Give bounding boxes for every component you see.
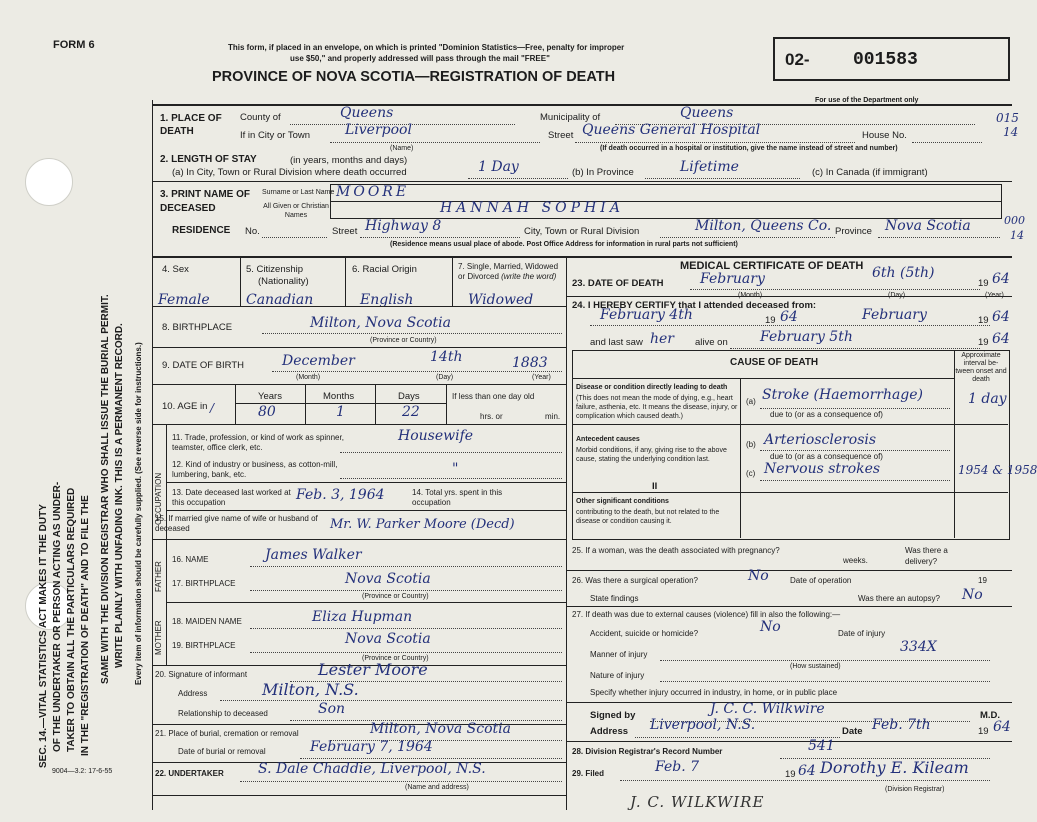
less-than-day-label: If less than one day old — [452, 392, 535, 401]
age-label: 10. AGE in — [162, 401, 208, 412]
surname-box — [330, 184, 1002, 202]
row-line-9 — [152, 384, 566, 385]
father-section-label: FATHER — [154, 561, 163, 592]
other-conditions-label: Other significant conditions — [576, 498, 669, 505]
postage-notice-line2: use $50," and properly addressed will pass through the mail "FREE" — [290, 54, 550, 63]
filed-date-value: Feb. 7 — [655, 759, 700, 775]
dod-day-sub: (Day) — [888, 292, 906, 299]
immediate-cause-label: Disease or condition directly leading to death — [576, 384, 728, 391]
side-note-line5: SAME WITH THE DIVISION REGISTRAR WHO SHALL ISSUE THE BURIAL PERMIT. — [100, 294, 111, 684]
birthplace-value: Milton, Nova Scotia — [310, 315, 451, 331]
last-saw-label: and last saw — [590, 337, 643, 348]
interval-c-value: 1954 & 1958 — [958, 463, 1037, 477]
house-number-label: House No. — [862, 130, 907, 141]
stay-province-value: Lifetime — [680, 159, 739, 175]
trade-line — [340, 452, 562, 453]
cause-b-value: Arteriosclerosis — [764, 432, 877, 448]
filed-nineteen: 19 — [785, 769, 796, 780]
occupation-section-label: OCCUPATION — [154, 472, 163, 525]
age-days-value: 22 — [402, 404, 420, 420]
length-of-stay-label: 2. LENGTH OF STAY — [160, 154, 257, 165]
deceased-name-text: 3. PRINT NAME OF DECEASED — [160, 189, 251, 214]
nature-label: Nature of injury — [590, 671, 645, 680]
delivery-text: Was there a delivery? — [905, 546, 948, 566]
cause-b-marker: (b) — [746, 440, 756, 449]
stay-canada-label: (c) In Canada (if immigrant) — [812, 167, 928, 178]
dod-day: 6th (5th) — [872, 265, 935, 281]
birthplace-sub: (Province or Country) — [370, 337, 437, 344]
dod-month-sub: (Month) — [738, 292, 763, 299]
mother-section-label: MOTHER — [154, 620, 163, 655]
row-line-14 — [166, 510, 566, 511]
industry-label — [172, 460, 362, 480]
filed-year: 64 — [798, 763, 816, 779]
other-note-text: contributing to the death, but not related to the disease or condition causing it. — [576, 509, 720, 525]
length-of-stay-note: (in years, months and days) — [290, 155, 408, 166]
residence-street-value: Highway 8 — [365, 218, 442, 234]
father-birthplace-label: 17. BIRTHPLACE — [172, 579, 236, 588]
part-two-label: II — [652, 481, 658, 492]
frame-bottom-left — [152, 795, 566, 796]
cause-a-due-to: due to (or as a consequence of) — [770, 410, 883, 419]
trade-label — [172, 433, 362, 453]
margin-code-4: 14 — [1010, 229, 1024, 242]
residence-street-label: Street — [332, 226, 358, 237]
last-worked-label — [172, 488, 292, 508]
undertaker-sub: (Name and address) — [405, 784, 469, 791]
attended-from-nineteen: 19 — [765, 315, 776, 326]
mother-birthplace-label: 19. BIRTHPLACE — [172, 641, 236, 650]
dob-month: December — [282, 353, 355, 369]
deceased-name-label — [160, 188, 255, 216]
last-saw-nineteen: 19 — [978, 337, 989, 348]
department-use-label: For use of the Department only — [815, 97, 919, 104]
row-line-25 — [566, 570, 1012, 571]
col-div-1 — [240, 256, 241, 306]
institution-note: (If death occurred in a hospital or institution, give the name instead of street and number) — [600, 145, 898, 152]
antecedent-note — [576, 446, 738, 464]
dob-year: 1883 — [512, 355, 548, 371]
surname-value: MOORE — [336, 184, 410, 200]
certify-from-line — [590, 325, 990, 326]
mother-name-line — [250, 628, 562, 629]
cause-c-marker: (c) — [746, 469, 756, 478]
interval-header-text: Approximate interval be-tween onset and death — [955, 352, 1007, 383]
undertaker-label: 22. UNDERTAKER — [155, 769, 224, 778]
attended-from-year: 64 — [780, 309, 798, 325]
side-note-line3: TAKER TO OBTAIN ALL THE PARTICULARS REQUIRED — [66, 487, 77, 752]
surname-label: Surname or Last Name — [262, 189, 335, 196]
surgery-value: No — [748, 568, 769, 584]
relationship-value: Son — [318, 701, 346, 717]
spouse-value: Mr. W. Parker Moore (Decd) — [330, 517, 515, 532]
undertaker-line — [240, 781, 562, 782]
certifier-date-year: 64 — [993, 719, 1011, 735]
certify-label: 24. I HEREBY CERTIFY that I attended deceased from: — [572, 300, 817, 311]
age-days-label: Days — [398, 391, 420, 402]
given-name-box — [330, 201, 1002, 219]
age-col-2 — [305, 384, 306, 424]
age-col-1 — [235, 384, 236, 424]
frame-divider-medical — [566, 256, 567, 810]
trade-value: Housewife — [398, 428, 474, 444]
md-label: M.D. — [980, 710, 1001, 721]
dod-year-sub: (Year) — [985, 292, 1004, 299]
father-name-value: James Walker — [265, 547, 362, 563]
margin-code-3: 000 — [1004, 214, 1025, 227]
weeks-label: weeks. — [843, 556, 868, 565]
row-line-8 — [152, 347, 566, 348]
registration-prefix: 02- — [785, 50, 810, 69]
footer-handwritten-name: J. C. WILKWIRE — [630, 793, 765, 811]
industry-text: 12. Kind of industry or business, as cotton-mill, lumbering, bank, etc. — [172, 460, 338, 479]
father-birthplace-line — [250, 590, 562, 591]
postage-notice-line1: This form, if placed in an envelope, on which is printed "Dominion Statistics—Free, penalty for improper — [228, 43, 625, 52]
immediate-note-text: (This does not mean the mode of dying, e.g., heart failure, asthenia, etc. It means the disease, injury, or complication which caused death.) — [576, 395, 738, 420]
side-note-line6: WRITE PLAINLY WITH UNFADING INK. THIS IS A PERMANENT RECORD. — [114, 323, 125, 668]
street-label: Street — [548, 130, 574, 141]
last-saw-date: February 5th — [760, 329, 853, 345]
form-title: PROVINCE OF NOVA SCOTIA—REGISTRATION OF DEATH — [212, 69, 616, 85]
citizenship-label: 5. Citizenship — [246, 264, 304, 275]
specify-label: Specify whether injury occurred in industry, in home, or in public place — [590, 688, 838, 697]
racial-origin-value: English — [360, 292, 414, 308]
mother-country-sub: (Province or Country) — [362, 655, 429, 662]
surgery-label: 26. Was there a surgical operation? — [572, 576, 698, 585]
signed-by-value: J. C. C. Wilkwire — [710, 701, 825, 717]
interval-a-value: 1 day — [968, 391, 1007, 407]
residence-division-value: Milton, Queens Co. — [695, 218, 832, 234]
street-line — [575, 142, 855, 143]
registrar-sub: (Division Registrar) — [885, 786, 945, 793]
mother-name-label: 18. MAIDEN NAME — [172, 617, 242, 626]
registrar-signature: Dorothy E. Kileam — [820, 758, 969, 777]
external-causes-label: 27. If death was due to external causes (violence) fill in also the following:— — [572, 610, 841, 619]
certifier-address-value: Liverpool, N.S. — [650, 717, 756, 733]
county-value: Queens — [340, 105, 394, 121]
cause-a-row-line — [572, 424, 1008, 425]
given-name-label — [262, 202, 330, 220]
dob-day-sub: (Day) — [436, 374, 454, 381]
attended-to-year: 64 — [992, 309, 1010, 325]
record-number-label: 28. Division Registrar's Record Number — [572, 747, 723, 756]
antecedent-note-text: Morbid conditions, if any, giving rise to the above cause, stating the underlying condition last. — [576, 447, 727, 463]
row-line-12 — [166, 482, 566, 483]
father-name-label: 16. NAME — [172, 555, 209, 564]
row-line-23 — [566, 296, 1012, 297]
cause-c-value: Nervous strokes — [764, 461, 881, 477]
col-div-2 — [345, 256, 346, 306]
row-line-17 — [166, 602, 566, 603]
cause-b-due-to: due to (or as a consequence of) — [770, 452, 883, 461]
city-value: Liverpool — [345, 122, 412, 138]
city-line — [330, 142, 540, 143]
age-months-label: Months — [323, 391, 355, 402]
cause-header: CAUSE OF DEATH — [730, 357, 819, 368]
burial-place-value: Milton, Nova Scotia — [370, 721, 511, 737]
col-div-3 — [452, 256, 453, 306]
residence-no-label: No. — [245, 226, 260, 237]
autopsy-value: No — [962, 587, 983, 603]
dod-year: 64 — [992, 271, 1010, 287]
street-value: Queens General Hospital — [582, 122, 761, 138]
operation-date-label: Date of operation — [790, 576, 852, 585]
residence-division-line — [660, 237, 835, 238]
citizenship-value: Canadian — [246, 292, 314, 308]
informant-address-value: Milton, N.S. — [262, 680, 359, 699]
informant-signature-value: Lester Moore — [318, 660, 428, 679]
last-worked-value: Feb. 3, 1964 — [296, 487, 385, 503]
manner-line — [660, 660, 990, 661]
antecedent-label: Antecedent causes — [576, 436, 640, 443]
manner-value: 334X — [900, 639, 937, 655]
stay-province-label: (b) In Province — [572, 167, 634, 178]
given-name-value: HANNAH SOPHIA — [440, 200, 624, 216]
municipality-label: Municipality of — [540, 112, 601, 123]
place-of-death-label — [160, 112, 230, 138]
delivery-label — [905, 545, 975, 567]
birthplace-line — [262, 333, 562, 334]
frame-divider-personal — [152, 256, 1012, 258]
residence-division-label: City, Town or Rural Division — [524, 226, 640, 237]
divider-after-stay — [152, 181, 1012, 182]
municipality-value: Queens — [680, 105, 734, 121]
side-note-line1: SEC. 14.—VITAL STATISTICS ACT MAKES IT THE DUTY — [38, 504, 49, 768]
margin-code-1: 015 — [996, 111, 1019, 125]
frame-left — [152, 100, 153, 810]
certifier-date-label: Date — [842, 726, 863, 737]
cause-a-value: Stroke (Haemorrhage) — [762, 387, 924, 403]
marital-label — [458, 262, 566, 282]
burial-place-label: 21. Place of burial, cremation or removal — [155, 729, 299, 738]
birthplace-label: 8. BIRTHPLACE — [162, 322, 233, 333]
punch-hole-top — [25, 158, 73, 206]
print-code: 9004—3.2: 17-6-55 — [52, 768, 113, 775]
attended-from-date: February 4th — [600, 307, 693, 323]
pregnancy-label — [572, 545, 842, 556]
marital-sub: (write the word) — [501, 272, 557, 281]
burial-date-line — [300, 758, 562, 759]
cause-c-line — [760, 480, 950, 481]
racial-origin-label: 6. Racial Origin — [352, 264, 417, 275]
marital-value: Widowed — [468, 292, 534, 308]
accident-value: No — [760, 619, 781, 635]
cause-header-line — [572, 378, 954, 379]
spouse-text: 15. If married give name of wife or husband of deceased — [155, 514, 318, 533]
cause-a-line — [760, 408, 950, 409]
last-saw-who: her — [650, 331, 674, 347]
dod-month: February — [700, 271, 765, 287]
cause-b-line — [760, 450, 950, 451]
citizenship-sub: (Nationality) — [258, 276, 309, 287]
registration-number-box — [773, 37, 1010, 81]
certifier-date-nineteen: 19 — [978, 726, 989, 737]
relationship-label: Relationship to deceased — [178, 709, 268, 718]
age-months-value: 1 — [336, 404, 345, 420]
filed-line — [620, 780, 990, 781]
stay-city-value: 1 Day — [478, 159, 519, 175]
autopsy-label: Was there an autopsy? — [858, 594, 940, 603]
father-name-line — [250, 566, 562, 567]
father-country-sub: (Province or Country) — [362, 593, 429, 600]
informant-address-label: Address — [178, 689, 208, 698]
undertaker-value: S. Dale Chaddie, Liverpool, N.S. — [258, 761, 486, 777]
burial-date-value: February 7, 1964 — [310, 739, 433, 755]
other-conditions-note — [576, 508, 738, 526]
stay-city-line — [468, 178, 568, 179]
side-note-line7: Every item of information should be carefully supplied. (See reverse side for instructions.) — [134, 342, 143, 685]
medical-header: MEDICAL CERTIFICATE OF DEATH — [680, 260, 864, 272]
residence-label: RESIDENCE — [172, 225, 231, 236]
stay-province-line — [645, 178, 800, 179]
certifier-date-value: Feb. 7th — [872, 717, 931, 733]
pregnancy-text: 25. If a woman, was the death associated with pregnancy? — [572, 546, 780, 555]
interval-header — [955, 352, 1007, 384]
mother-birthplace-line — [250, 652, 562, 653]
row-line-28 — [566, 741, 1012, 742]
industry-line — [340, 478, 562, 479]
cause-label-col-line — [740, 378, 741, 538]
row-line-7 — [152, 306, 566, 307]
age-col-3 — [375, 384, 376, 424]
row-line-15 — [152, 539, 566, 540]
side-note-line2: OF THE UNDERTAKER OR PERSON ACTING AS UNDER- — [52, 481, 63, 752]
last-saw-year: 64 — [992, 331, 1010, 347]
city-name-sub: (Name) — [390, 145, 414, 152]
filed-label: 29. Filed — [572, 769, 605, 778]
attended-to-nineteen: 19 — [978, 315, 989, 326]
hrs-label: hrs. or — [480, 412, 503, 421]
date-of-death-line — [690, 289, 980, 290]
mother-name-value: Eliza Hupman — [312, 609, 413, 625]
last-saw-line — [730, 348, 980, 349]
nature-line — [660, 681, 990, 682]
place-of-death-text: 1. PLACE OF DEATH — [160, 113, 222, 137]
dob-day: 14th — [430, 349, 463, 365]
signed-by-label: Signed by — [590, 710, 636, 721]
row-line-10 — [152, 424, 566, 425]
age-mark: / — [210, 401, 215, 415]
marital-text: 7. Single, Married, Widowed or Divorced — [458, 262, 559, 281]
total-years-text: 14. Total yrs. spent in this occupation — [412, 488, 503, 507]
last-worked-text: 13. Date deceased last worked at this occupation — [172, 488, 291, 507]
mother-birthplace-value: Nova Scotia — [345, 631, 431, 647]
registration-number: 001583 — [853, 50, 918, 70]
alive-on-label: alive on — [695, 337, 728, 348]
spouse-label — [155, 514, 335, 534]
accident-label: Accident, suicide or homicide? — [590, 629, 699, 638]
how-sustained-sub: (How sustained) — [790, 663, 841, 670]
dob-label: 9. DATE OF BIRTH — [162, 360, 244, 371]
certifier-address-label: Address — [590, 726, 629, 737]
form-number: FORM 6 — [53, 39, 95, 51]
given-name-text: All Given or Christian Names — [263, 203, 329, 219]
trade-text: 11. Trade, profession, or kind of work as spinner, teamster, office clerk, etc. — [172, 433, 344, 452]
dob-month-sub: (Month) — [296, 374, 321, 381]
dod-year-prefix: 19 — [978, 278, 989, 289]
dob-line — [272, 371, 562, 372]
margin-code-2: 14 — [1003, 125, 1019, 139]
house-number-line — [912, 142, 982, 143]
findings-label: State findings — [590, 594, 639, 603]
residence-province-value: Nova Scotia — [885, 218, 971, 234]
attended-to-date: February — [862, 307, 927, 323]
burial-date-label: Date of burial or removal — [178, 747, 266, 756]
date-of-death-label: 23. DATE OF DEATH — [572, 278, 664, 289]
age-years-value: 80 — [258, 404, 276, 420]
cause-a-marker: (a) — [746, 397, 756, 406]
county-label: County of — [240, 112, 281, 123]
city-label: If in City or Town — [240, 130, 311, 141]
industry-value: " — [452, 461, 459, 477]
row-line-26 — [566, 606, 1012, 607]
dob-year-sub: (Year) — [532, 374, 551, 381]
interval-col-line — [954, 350, 955, 538]
total-years-label — [412, 488, 527, 508]
injury-date-label: Date of injury — [838, 629, 886, 638]
sex-label: 4. Sex — [162, 264, 189, 275]
min-label: min. — [545, 412, 561, 421]
residence-note: (Residence means usual place of abode. Post Office Address for information in rural parts not sufficient) — [390, 241, 738, 248]
father-birthplace-value: Nova Scotia — [345, 571, 431, 587]
informant-address-line — [220, 700, 562, 701]
age-years-label: Years — [258, 391, 282, 402]
residence-province-line — [878, 237, 1000, 238]
residence-no-line — [262, 237, 327, 238]
operation-date-nineteen: 19 — [978, 576, 987, 585]
age-col-4 — [446, 384, 447, 424]
cause-c-row-line — [572, 492, 1008, 493]
manner-label: Manner of injury — [590, 650, 648, 659]
informant-signature-label: 20. Signature of informant — [155, 670, 248, 679]
residence-street-line — [360, 237, 520, 238]
record-number-value: 541 — [808, 738, 835, 754]
sex-value: Female — [158, 292, 210, 308]
residence-province-label: Province — [835, 226, 872, 237]
side-note-line4: IN THE "REGISTRATION OF DEATH" AND TO FILE THE — [80, 495, 91, 756]
immediate-cause-note — [576, 394, 738, 421]
stay-city-label: (a) In City, Town or Rural Division where death occurred — [172, 167, 407, 178]
frame-top — [152, 104, 1012, 106]
